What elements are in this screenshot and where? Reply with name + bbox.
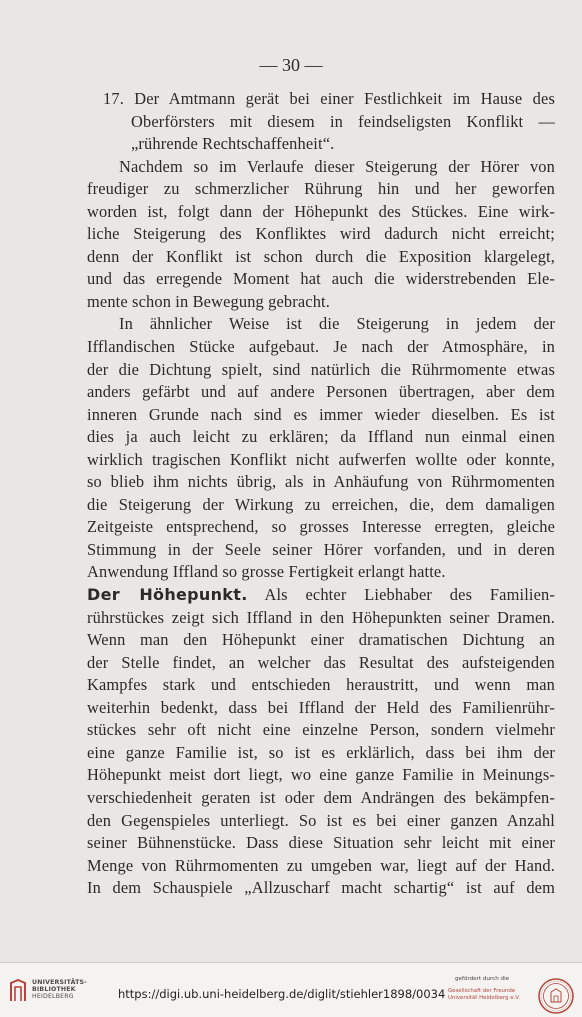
body-text <box>87 88 555 900</box>
text-line-content: Anwendung Iffland so grosse Fertigkeit erlangt hatte. <box>87 562 446 582</box>
text-line-content: Nachdem so im Verlaufe dieser Steigerung der Hörer von <box>119 156 555 176</box>
permalink-url[interactable]: https://digi.ub.uni-heidelberg.de/diglit/stiehler1898/0034 <box>118 987 446 1001</box>
text-line-content: seiner Bühnenstücke. Dass diese Situation sehr leicht mit einer <box>87 833 555 853</box>
text-line <box>87 652 555 675</box>
text-line <box>87 449 555 472</box>
text-line <box>87 764 555 787</box>
text-line <box>87 223 555 246</box>
text-line <box>87 156 555 179</box>
text-line <box>87 584 555 607</box>
text-line-content: freudiger zu schmerzlicher Rührung hin und her geworfen <box>87 179 555 199</box>
text-line <box>87 516 555 539</box>
text-line-content: Oberförsters mit diesem in feindseligsten Konflikt — <box>131 111 555 131</box>
text-line-content: Höhepunkt meist dort liegt, wo eine ganze Familie in Meinungs- <box>87 765 555 785</box>
text-line <box>87 607 555 630</box>
text-line <box>87 381 555 404</box>
text-line-content: so blieb ihm nichts übrig, als in Anhäufung von Rührmomenten <box>87 472 555 492</box>
viewer-footer <box>0 962 582 1017</box>
text-line-content: stückes sehr oft nicht eine einzelne Person, sondern vielmehr <box>87 720 555 740</box>
text-line-content: dies ja auch leicht zu erklären; da Iffland nun einmal einen <box>87 427 555 447</box>
section-heading: Der Höhepunkt. <box>87 585 248 605</box>
text-line-content: inneren Grunde nach sind es immer wieder dieselben. Es ist <box>87 404 555 424</box>
text-line-content: Als echter Liebhaber des Familien- <box>247 585 555 605</box>
text-line-content: Zeitgeiste entsprechend, so grosses Interesse erregten, gleiche <box>87 517 555 537</box>
library-name-line: BIBLIOTHEK <box>32 986 76 993</box>
text-line-content: den Gegenspieles unterliegt. So ist es bei einer ganzen Anzahl <box>87 810 555 830</box>
text-line <box>87 404 555 427</box>
text-line-content: In dem Schauspiele „Allzuscharf macht schartig“ ist auf dem <box>87 878 555 898</box>
university-seal-icon <box>537 977 575 1015</box>
university-library-logo-icon <box>8 979 28 1003</box>
text-line <box>87 359 555 382</box>
text-line <box>87 877 555 900</box>
text-line <box>87 201 555 224</box>
text-line <box>87 133 555 156</box>
text-line-content: Kampfes stark und entschieden heraustritt, und wenn man <box>87 675 555 695</box>
funding-label: gefördert durch die <box>455 976 510 982</box>
text-line-content: In ähnlicher Weise ist die Steigerung in jedem der <box>119 314 555 334</box>
text-line <box>87 832 555 855</box>
text-line-content: anders gefärbt und auf andere Personen übertragen, aber dem <box>87 382 555 402</box>
funding-org-line: Gesellschaft der Freunde <box>448 988 516 994</box>
funding-organization[interactable] <box>448 988 520 1002</box>
text-line <box>87 471 555 494</box>
text-line-content: „rührende Rechtschaffenheit“. <box>131 134 335 154</box>
text-line <box>87 561 555 584</box>
text-line <box>87 88 555 111</box>
text-line-content: 17. Der Amtmann gerät bei einer Festlichkeit im Hause des <box>103 89 555 108</box>
text-line <box>87 719 555 742</box>
text-line-content: wirklich tragischen Konflikt nicht aufwerfen wollte oder konnte, <box>87 449 555 469</box>
text-line-content: eine ganze Familie ist, so ist es erklärlich, dass bei ihm der <box>87 742 555 762</box>
text-line <box>87 111 555 134</box>
text-line <box>87 539 555 562</box>
text-line <box>87 336 555 359</box>
text-line-content: die Steigerung der Wirkung zu erreichen, die, dem damaligen <box>87 494 555 514</box>
text-line-content: der die Dichtung spielt, sind natürlich die Rührmomente etwas <box>87 359 555 379</box>
text-line <box>87 494 555 517</box>
text-line-content: denn der Konflikt ist schon durch die Exposition klargelegt, <box>87 246 555 266</box>
page-number: — 30 — <box>259 55 323 75</box>
text-line-content: der Stelle findet, an welcher das Resultat des aufsteigenden <box>87 652 555 672</box>
text-line-content: Ifflandischen Stücke aufgebaut. Je nach der Atmosphäre, in <box>87 337 555 357</box>
text-line <box>87 426 555 449</box>
library-name-line: HEIDELBERG <box>32 993 74 1000</box>
text-line-content: weiterhin bedenkt, dass bei Iffland der Held des Familienrühr- <box>87 697 555 717</box>
text-line <box>87 178 555 201</box>
text-line <box>87 810 555 833</box>
text-line <box>87 246 555 269</box>
text-line <box>87 629 555 652</box>
text-line-content: Menge von Rührmomenten zu umgeben war, liegt auf der Hand. <box>87 855 555 875</box>
text-line <box>87 674 555 697</box>
text-line <box>87 855 555 878</box>
text-line-content: liche Steigerung des Konfliktes wird dadurch nicht erreicht; <box>87 224 555 244</box>
text-line-content: worden ist, folgt dann der Höhepunkt des Stückes. Eine wirk- <box>87 201 555 221</box>
text-line-content: mente schon in Bewegung gebracht. <box>87 291 330 311</box>
text-line <box>87 291 555 314</box>
text-line <box>87 313 555 336</box>
text-line-content: rührstückes zeigt sich Iffland in den Höhepunkten seiner Dramen. <box>87 607 555 627</box>
text-line <box>87 268 555 291</box>
library-name-line: UNIVERSITÄTS- <box>32 979 87 986</box>
text-line <box>87 697 555 720</box>
text-line-content: Wenn man den Höhepunkt einer dramatischen Dichtung an <box>87 630 555 650</box>
funding-org-line: Universität Heidelberg e.V. <box>448 995 520 1001</box>
text-line-content: Stimmung in der Seele seiner Hörer vorfanden, und in deren <box>87 539 555 559</box>
text-line <box>87 742 555 765</box>
library-name <box>32 979 87 1000</box>
text-line <box>87 787 555 810</box>
text-line-content: und das erregende Moment hat auch die widerstrebenden Ele- <box>87 269 555 289</box>
text-line-content: verschiedenheit geraten ist oder dem Andrängen des bekämpfen- <box>87 787 555 807</box>
